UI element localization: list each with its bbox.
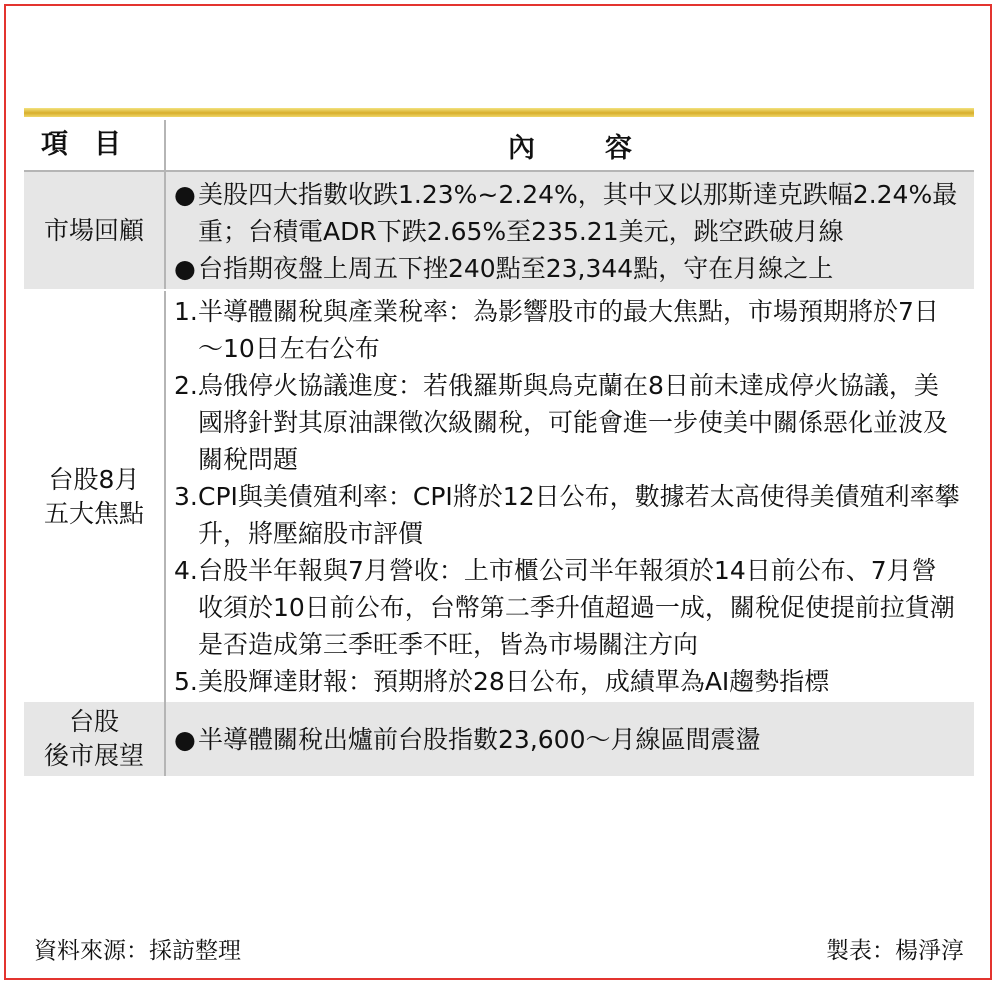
footer bbox=[24, 928, 974, 968]
item-text: 烏俄停火協議進度：若俄羅斯與烏克蘭在8日前未達成停火協議，美國將針對其原油課徵次級關稅，可能會進一步使美中關係惡化並波及關稅問題 bbox=[198, 371, 949, 474]
item-text: CPI與美債殖利率：CPI將於12日公布，數據若太高使得美債殖利率攀升，將壓縮股市評價 bbox=[198, 482, 960, 548]
author-note: 製表：楊淨淳 bbox=[826, 937, 964, 964]
table-header-row bbox=[24, 120, 974, 172]
five-focus-content bbox=[166, 291, 974, 702]
item-number: 3. bbox=[174, 482, 198, 511]
item-number: 5. bbox=[174, 667, 198, 696]
five-focus-label-line1: 台股8月 bbox=[48, 464, 140, 494]
five-focus-label-line2: 五大焦點 bbox=[43, 498, 144, 528]
bullet-text: 台指期夜盤上周五下挫240點至23,344點，守在月線之上 bbox=[198, 254, 834, 283]
list-item bbox=[174, 367, 974, 478]
source-note: 資料來源：採訪整理 bbox=[34, 937, 241, 964]
item-number: 4. bbox=[174, 556, 198, 585]
outlook-label bbox=[24, 702, 166, 776]
header-item-col: 項目 bbox=[24, 120, 166, 170]
header-content-col: 內容 bbox=[508, 132, 702, 164]
list-item bbox=[174, 293, 974, 367]
list-item bbox=[174, 250, 974, 287]
item-number: 2. bbox=[174, 371, 198, 400]
bullet-icon: ● bbox=[174, 180, 196, 209]
bullet-text: 半導體關稅出爐前台股指數23,600～月線區間震盪 bbox=[198, 724, 761, 754]
outlook-label-line2: 後市展望 bbox=[43, 741, 144, 770]
item-number: 1. bbox=[174, 297, 198, 326]
bullet-icon: ● bbox=[174, 724, 196, 754]
five-focus-label bbox=[24, 291, 166, 702]
list-item bbox=[174, 552, 974, 663]
item-text: 半導體關稅與產業稅率：為影響股市的最大焦點，市場預期將於7日～10日左右公布 bbox=[198, 297, 939, 363]
market-review-content bbox=[166, 172, 974, 289]
list-item bbox=[174, 721, 774, 758]
row-outlook bbox=[24, 702, 974, 776]
bullet-text: 美股四大指數收跌1.23%~2.24%，其中又以那斯達克跌幅2.24%最重；台積電ADR下跌2.65%至235.21美元，跳空跌破月線 bbox=[198, 180, 958, 246]
market-review-label: 市場回顧 bbox=[24, 172, 166, 289]
summary-table bbox=[24, 120, 974, 776]
list-item bbox=[174, 176, 974, 250]
outlook-content bbox=[166, 702, 974, 776]
list-item bbox=[174, 478, 974, 552]
bullet-icon: ● bbox=[174, 254, 196, 283]
row-market-review bbox=[24, 172, 974, 291]
item-text: 台股半年報與7月營收：上市櫃公司半年報須於14日前公布、7月營收須於10日前公布，台幣第二季升值超過一成，關稅促使提前拉貨潮是否造成第三季旺季不旺，皆為市場關注方向 bbox=[198, 556, 955, 659]
list-item bbox=[174, 663, 974, 700]
row-five-focus bbox=[24, 291, 974, 702]
item-text: 美股輝達財報：預期將於28日公布，成績單為AI趨勢指標 bbox=[198, 667, 830, 696]
outlook-label-line1: 台股 bbox=[68, 707, 119, 736]
gold-divider bbox=[24, 108, 974, 117]
